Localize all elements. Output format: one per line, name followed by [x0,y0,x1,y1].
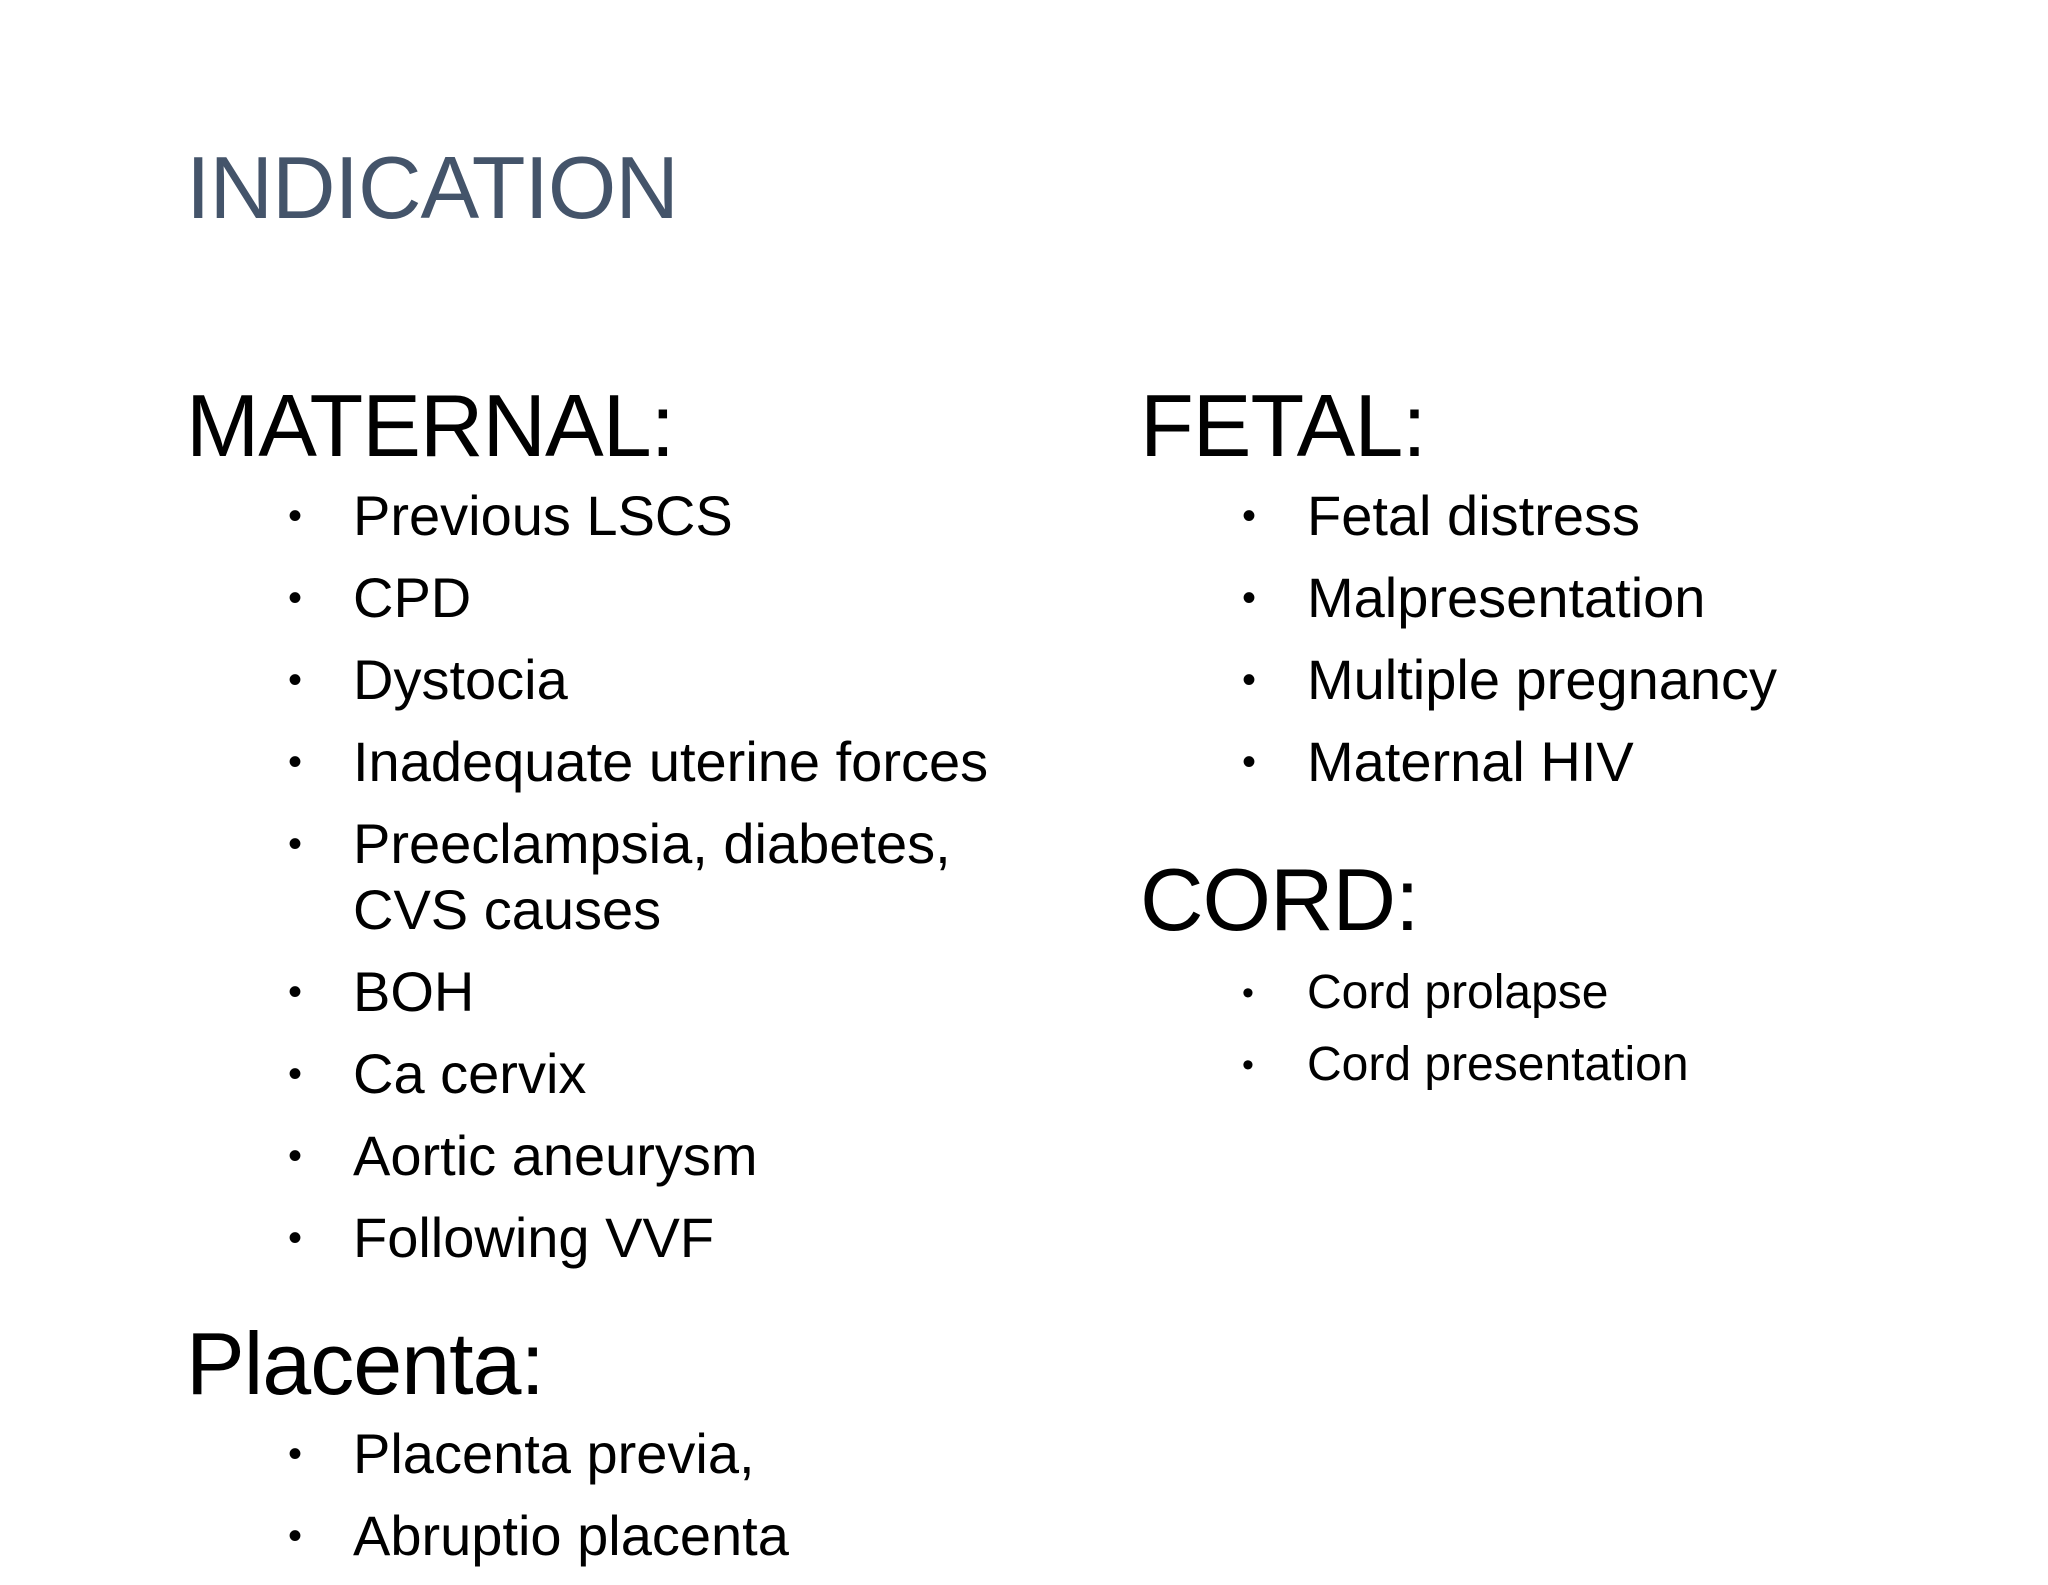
fetal-list [1140,483,2000,795]
list-item-label: Placenta previa, [353,1421,755,1485]
bullet-icon: • [288,821,303,866]
cord-heading: CORD: [1140,850,1419,949]
maternal-section [186,378,1046,1287]
list-item [186,1041,1046,1107]
list-item-label: BOH [353,959,475,1023]
list-item-label: Multiple pregnancy [1307,647,1778,711]
fetal-heading: FETAL: [1140,376,1426,475]
bullet-icon: • [288,493,303,538]
bullet-icon: • [1242,575,1257,620]
list-item [1140,647,2000,713]
list-item-label: Maternal HIV [1307,729,1634,793]
list-item-label: Ca cervix [353,1041,587,1105]
list-item [1140,729,2000,795]
bullet-icon: • [288,1215,303,1260]
list-item-label: Malpresentation [1307,565,1706,629]
bullet-icon: • [1242,657,1257,702]
cord-list [1140,963,2000,1095]
list-item [1140,565,2000,631]
bullet-icon: • [288,1051,303,1096]
list-item [186,1205,1046,1271]
list-item [186,483,1046,549]
placenta-section [186,1316,1046,1585]
list-item-label: Cord presentation [1307,1037,1689,1091]
bullet-icon: • [288,1513,303,1558]
list-item [186,565,1046,631]
list-item-label: CPD [353,565,472,629]
list-item-label: Inadequate uterine forces [353,729,989,793]
bullet-icon: • [288,575,303,620]
cord-section [1140,852,2000,1107]
slide-title: INDICATION [186,138,678,237]
list-item [186,647,1046,713]
list-item [186,811,1046,943]
maternal-list [186,483,1046,1271]
list-item-label: Dystocia [353,647,568,711]
bullet-icon: • [288,1133,303,1178]
list-item-label-line1: Preeclampsia, diabetes, [353,811,951,875]
list-item-label: Cord prolapse [1307,965,1609,1019]
list-item-label: Following VVF [353,1205,715,1269]
list-item [186,1123,1046,1189]
placenta-heading: Placenta: [186,1314,544,1413]
list-item-label: Previous LSCS [353,483,733,547]
list-item [186,729,1046,795]
bullet-icon: • [288,1431,303,1476]
maternal-heading: MATERNAL: [186,376,675,475]
bullet-icon: • [288,657,303,702]
bullet-icon: • [1242,493,1257,538]
bullet-icon: • [1242,1045,1254,1084]
list-item [1140,963,2000,1023]
bullet-icon: • [288,739,303,784]
list-item [1140,483,2000,549]
list-item [186,1421,1046,1487]
bullet-icon: • [1242,973,1254,1012]
list-item-label-line2: CVS causes [353,877,662,941]
bullet-icon: • [288,969,303,1014]
list-item-label: Fetal distress [1307,483,1640,547]
list-item [186,959,1046,1025]
list-item-label: Aortic aneurysm [353,1123,758,1187]
bullet-icon: • [1242,739,1257,784]
list-item-label: Abruptio placenta [353,1503,789,1567]
list-item [1140,1035,2000,1095]
placenta-list [186,1421,1046,1569]
fetal-section [1140,378,2000,811]
